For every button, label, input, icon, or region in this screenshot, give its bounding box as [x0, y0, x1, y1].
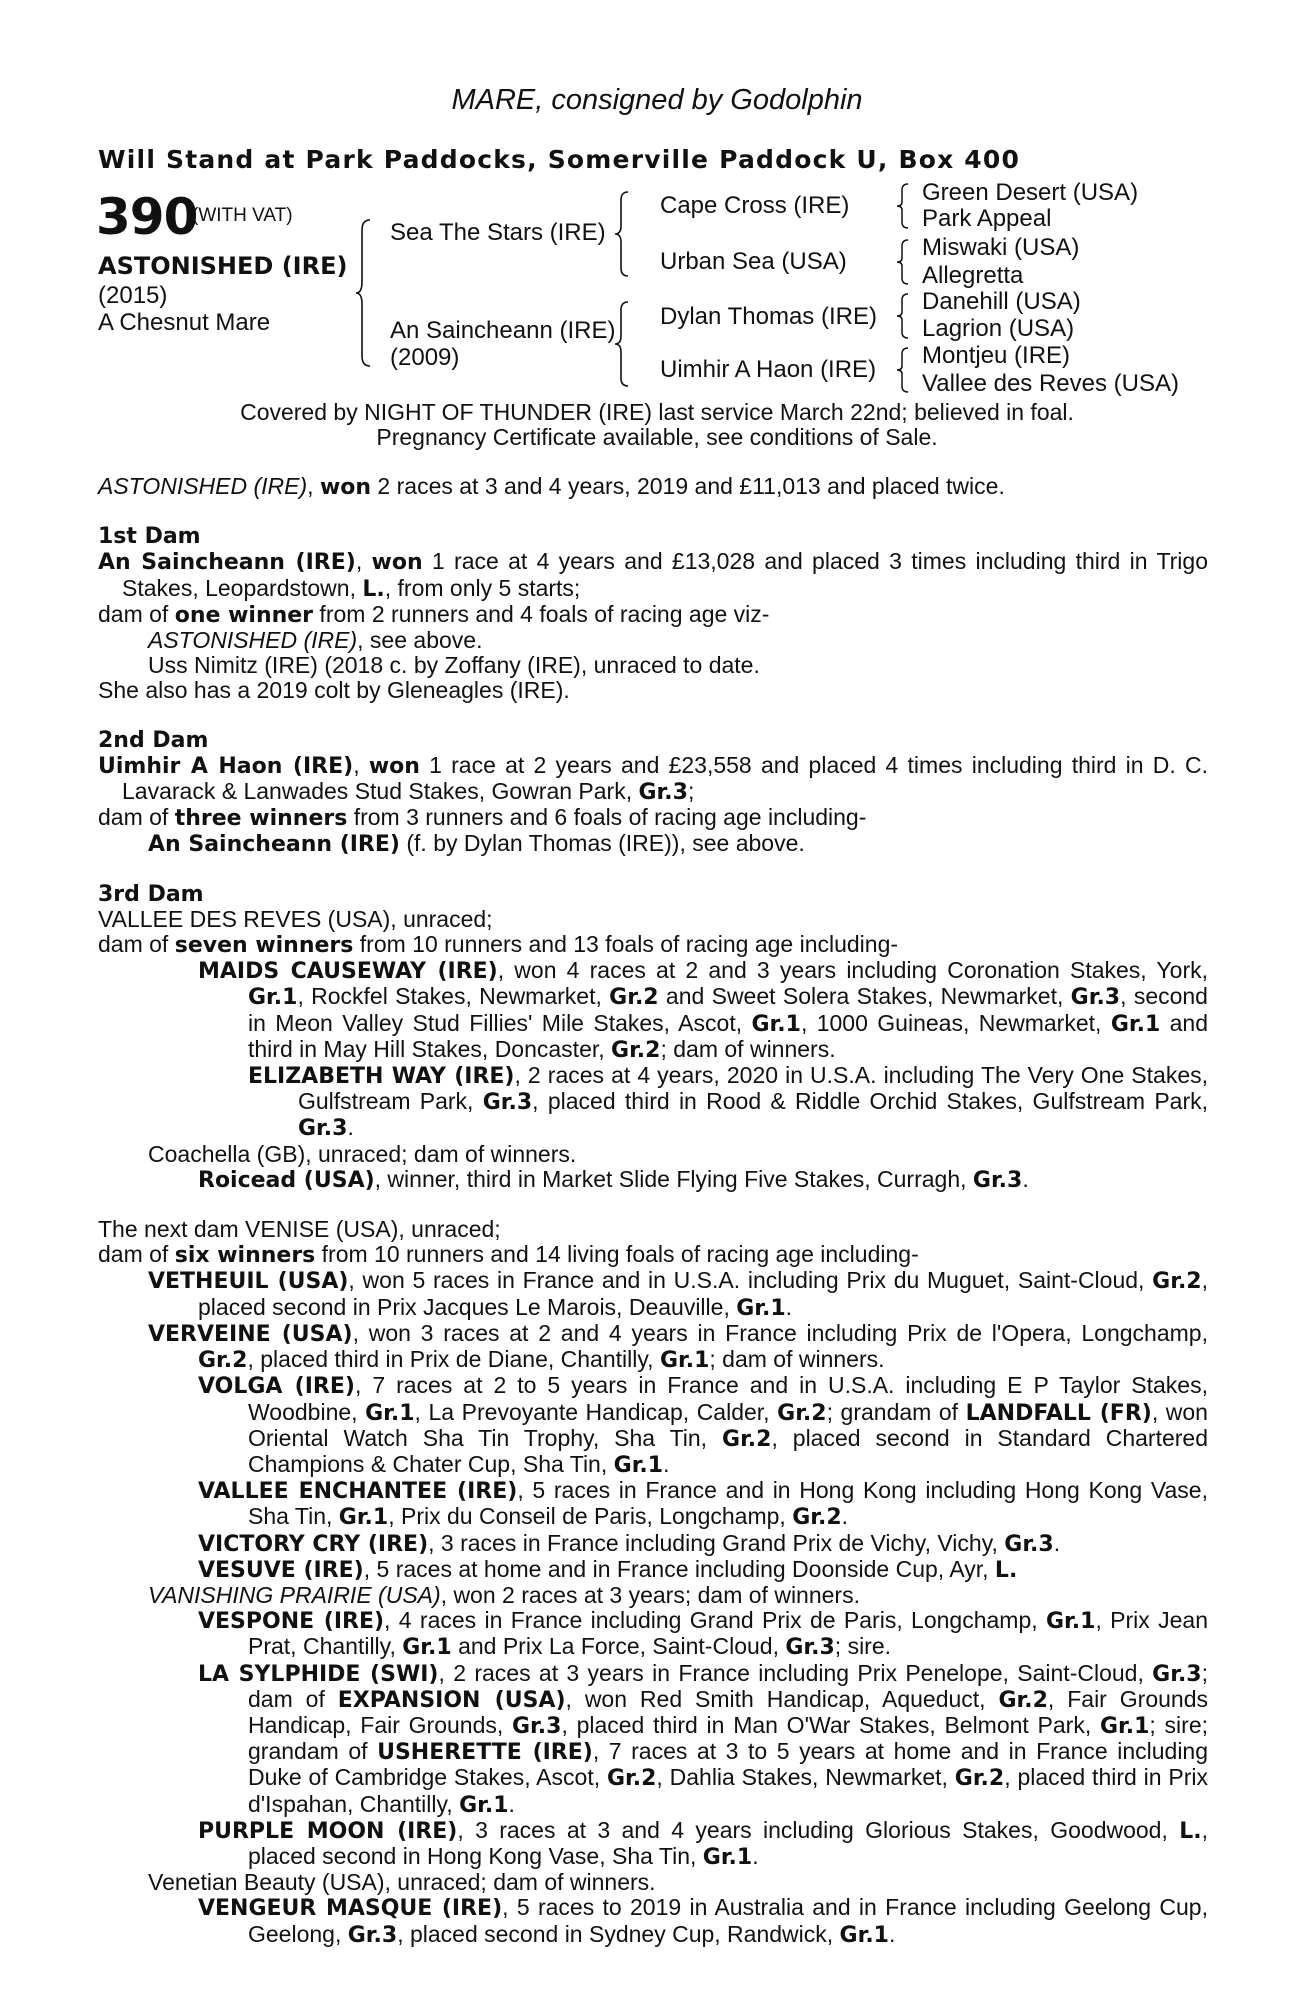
first-dam-progeny-2: Uss Nimitz (IRE) (2018 c. by Zoffany (IRE), unraced to date. — [148, 652, 760, 679]
progeny-maids-causeway: MAIDS CAUSEWAY (IRE), won 4 races at 2 and 3 years including Coronation Stakes, York, Gr.1, Rockfel Stakes, Newmarket, Gr.2 and Sweet Solera Stakes, Newmarket, Gr.3, second in Meon Valley Stud Fillies' Mile Stakes, Ascot, Gr.1, 1000 Guineas, Newmarket, Gr.1 and third in May Hill Stakes, Doncaster, Gr.2; dam of winners. — [198, 957, 1209, 1063]
second-dam-progeny-1: An Saincheann (IRE) (f. by Dylan Thomas (IRE)), see above. — [148, 830, 805, 858]
pedigree-brace-sire — [614, 190, 630, 278]
progeny-coachella: Coachella (GB), unraced; dam of winners. — [148, 1140, 577, 1167]
progeny-purple-moon: PURPLE MOON (IRE), 3 races at 3 and 4 years including Glorious Stakes, Goodwood, L., placed second in Hong Kong Vase, Sha Tin, Gr.1. — [198, 1816, 1208, 1870]
pedigree-dam-sire: Dylan Thomas (IRE) — [660, 303, 877, 330]
progeny-victory-cry: VICTORY CRY (IRE), 3 races in France including Grand Prix de Vichy, Vichy, Gr.3. — [198, 1529, 1061, 1557]
foaling-year: (2015) — [98, 282, 168, 309]
pedigree-sire-sire: Cape Cross (IRE) — [660, 192, 850, 219]
first-dam-produce: dam of one winner from 2 runners and 4 foals of racing age viz- — [98, 600, 770, 628]
lot-number: 390 — [96, 188, 198, 246]
pedigree-sire: Sea The Stars (IRE) — [390, 219, 606, 246]
second-dam-produce: dam of three winners from 3 runners and 6 foals of racing age including- — [98, 804, 867, 832]
third-dam-line: VALLEE DES REVES (USA), unraced; — [98, 905, 493, 932]
pedigree-brace-main — [356, 218, 372, 368]
progeny-verveine: VERVEINE (USA), won 3 races at 2 and 4 years in France including Prix de l'Opera, Longchamp, Gr.2, placed third in Prix de Diane, Chantilly, Gr.1; dam of winners. — [148, 1319, 1208, 1374]
progeny-vetheuil: VETHEUIL (USA), won 5 races in France and in U.S.A. including Prix du Muguet, Saint-Cloud, Gr.2, placed second in Prix Jacques Le Marois, Deauville, Gr.1. — [148, 1267, 1208, 1321]
pedigree-ddd: Vallee des Reves (USA) — [922, 370, 1179, 397]
pedigree-dsd: Lagrion (USA) — [922, 315, 1075, 342]
next-dam-line: The next dam VENISE (USA), unraced; — [98, 1216, 501, 1243]
horse-description: A Chesnut Mare — [98, 309, 271, 336]
pedigree-dam-year: (2009) — [390, 344, 460, 371]
pedigree-brace-dd — [896, 346, 910, 394]
progeny-la-sylphide: LA SYLPHIDE (SWI), 2 races at 3 years in France including Prix Penelope, Saint-Cloud, Gr.3; dam of EXPANSION (USA), won Red Smith Handicap, Aqueduct, Gr.2, Fair Grounds Handicap, Fair Grounds, Gr.3, placed third in Man O'War Stakes, Belmont Park, Gr.1; sire; grandam of USHERETTE (IRE), 7 races at 3 to 5 years at home and in France including Duke of Cambridge Stakes, Ascot, Gr.2, Dahlia Stakes, Newmarket, Gr.2, placed third in Prix d'Ispahan, Chantilly, Gr.1. — [198, 1659, 1209, 1818]
second-dam-record: Uimhir A Haon (IRE), won 1 race at 2 years and £23,558 and placed 4 times including third in D. C. Lavarack & Lanwades Stud Stakes, Gowran Park, Gr.3; — [98, 751, 1209, 806]
pedigree-brace-dam — [614, 300, 630, 388]
pedigree-dam-dam: Uimhir A Haon (IRE) — [660, 356, 877, 383]
progeny-volga: VOLGA (IRE), 7 races at 2 to 5 years in France and in U.S.A. including E P Taylor Stakes, Woodbine, Gr.1, La Prevoyante Handicap, Calder, Gr.2; grandam of LANDFALL (FR), won Oriental Watch Sha Tin Trophy, Sha Tin, Gr.2, placed second in Standard Chartered Champions & Chater Cup, Sha Tin, Gr.1. — [198, 1372, 1208, 1478]
pedigree-brace-ss — [896, 182, 910, 230]
pedigree-sss: Green Desert (USA) — [922, 179, 1139, 206]
pedigree-dds: Montjeu (IRE) — [922, 342, 1071, 369]
vat-note: (WITH VAT) — [192, 205, 293, 226]
pedigree-brace-sd — [896, 238, 910, 286]
stand-location: Will Stand at Park Paddocks, Somerville Paddock U, Box 400 — [98, 145, 1021, 174]
pedigree-sire-dam: Urban Sea (USA) — [660, 248, 847, 275]
pedigree-dam: An Saincheann (IRE) — [390, 317, 616, 344]
pedigree-brace-ds — [896, 292, 910, 340]
pedigree-sds: Miswaki (USA) — [922, 234, 1080, 261]
covering-note: Covered by NIGHT OF THUNDER (IRE) last service March 22nd; believed in foal. — [240, 399, 1074, 425]
first-dam-record: An Saincheann (IRE), won 1 race at 4 years and £13,028 and placed 3 times including third in Trigo Stakes, Leopardstown, L., from only 5 starts; — [98, 548, 1208, 602]
first-dam-heading: 1st Dam — [98, 524, 201, 550]
page-title: MARE, consigned by Godolphin — [451, 84, 863, 116]
progeny-vallee-enchantee: VALLEE ENCHANTEE (IRE), 5 races in France and in Hong Kong including Hong Kong Vase, Sha Tin, Gr.1, Prix du Conseil de Paris, Longchamp, Gr.2. — [198, 1477, 1208, 1531]
pedigree-ssd: Park Appeal — [922, 205, 1052, 232]
pedigree-dss: Danehill (USA) — [922, 288, 1081, 315]
horse-name: ASTONISHED (IRE) — [98, 252, 348, 280]
produce-record — [98, 474, 1208, 1948]
pregnancy-note: Pregnancy Certificate available, see conditions of Sale. — [376, 424, 938, 450]
progeny-vespone: VESPONE (IRE), 4 races in France including Grand Prix de Paris, Longchamp, Gr.1, Prix Jean Prat, Chantilly, Gr.1 and Prix La Force, Saint-Cloud, Gr.3; sire. — [198, 1607, 1208, 1661]
progeny-elizabeth-way: ELIZABETH WAY (IRE), 2 races at 4 years, 2020 in U.S.A. including The Very One Stakes, Gulfstream Park, Gr.3, placed third in Rood & Riddle Orchid Stakes, Gulfstream Park, Gr.3. — [248, 1062, 1208, 1142]
progeny-vesuve: VESUVE (IRE), 5 races at home and in France including Doonside Cup, Ayr, L. — [198, 1555, 1018, 1583]
third-dam-produce: dam of seven winners from 10 runners and 13 foals of racing age including- — [98, 931, 899, 959]
progeny-roicead: Roicead (USA), winner, third in Market Slide Flying Five Stakes, Curragh, Gr.3. — [198, 1165, 1029, 1193]
progeny-vengeur-masque: VENGEUR MASQUE (IRE), 5 races to 2019 in Australia and in France including Geelong Cup, Geelong, Gr.3, placed second in Sydney Cup, Randwick, Gr.1. — [198, 1894, 1208, 1948]
third-dam-heading: 3rd Dam — [98, 881, 204, 907]
progeny-venetian-beauty: Venetian Beauty (USA), unraced; dam of winners. — [148, 1869, 656, 1896]
first-dam-progeny-1: ASTONISHED (IRE), see above. — [148, 627, 483, 654]
intro-paragraph: ASTONISHED (IRE), won 2 races at 3 and 4 years, 2019 and £11,013 and placed twice. — [98, 473, 1005, 500]
next-dam-produce: dam of six winners from 10 runners and 14 living foals of racing age including- — [98, 1241, 919, 1269]
pedigree-sdd: Allegretta — [922, 262, 1024, 289]
first-dam-also: She also has a 2019 colt by Gleneagles (IRE). — [98, 677, 570, 704]
second-dam-heading: 2nd Dam — [98, 727, 209, 753]
progeny-vanishing-prairie: VANISHING PRAIRIE (USA), won 2 races at 3 years; dam of winners. — [148, 1581, 860, 1608]
